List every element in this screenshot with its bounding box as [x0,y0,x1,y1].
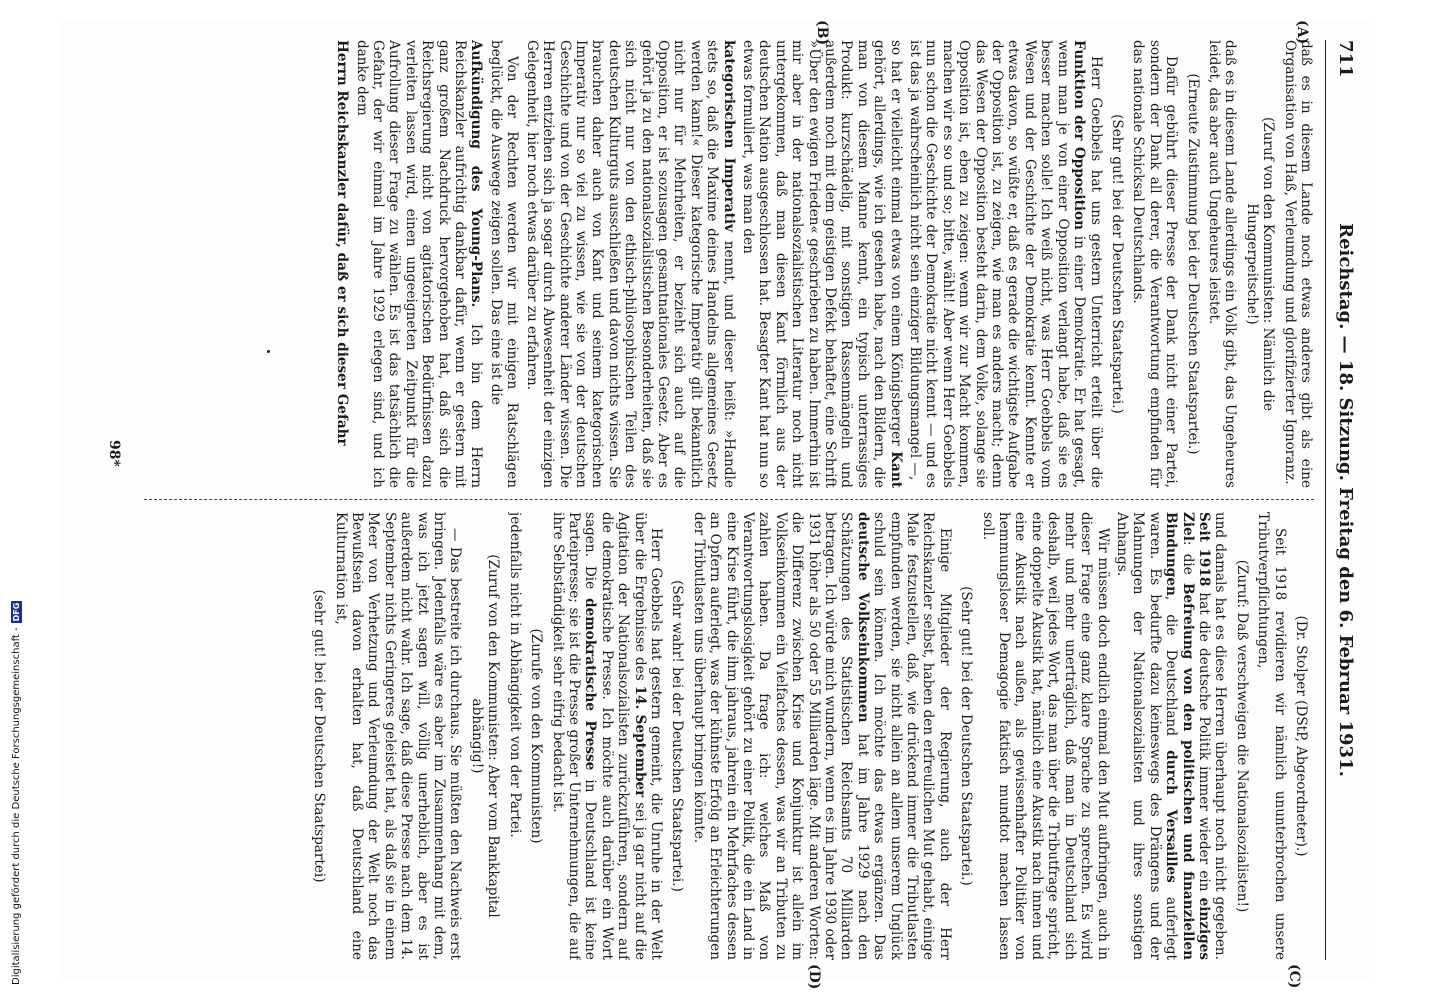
bold-text: Aufkündigung des Young-Plans. [468,40,485,308]
text-run: Herr Goebbels hat gestern gemeint, die Unruhe in der Welt über die Ergebnisse des [631,512,664,960]
interjection: (Sehr gut! bei der Deutschen Staatspartei.) [1108,114,1125,414]
paragraph [907,40,1104,488]
text-run: hat die deutsche Politik immer wieder ein [1195,586,1212,898]
interjection: (Zuruf: Daß verschweigen die Nationalsozialisten!) [1233,559,1250,913]
bold-text: Funktion der Opposition [1071,40,1088,230]
paragraph [740,40,904,488]
text-run: gehört, allerdings, wie ich gesehen habe, nach den Bildern, die man von diesem Manne kennt, ein typisch unterrassiges Produkt: kurzschädelig, mit sonstigen Rassenmängeln und außerdem noch mit dem geistigen Defekt behaftet, eine Schrift »Über den ewigen Frieden« geschrieben zu haben. Immerhin ist mir aber in der nationalsozialistischen Literatur noch nicht untergekommen, daß man diesen Kant förmlich aus der deutschen Nation ausgeschlossen hat. Besagter Kant hat nun so etwas formuliert, was man den [740,40,888,488]
bold-text: deutsche Volkseinkommen [854,512,871,723]
text-run: in einer Demokratie. Er hat gesagt, wenn man je von einer Opposition verlangt habe, daß sie es besser machen solle! Ich weiß nicht, was Herr Goebbels vom Wesen und der Geschichte der Demokratie kennt. Kennte er etwas davon, so wüßte er, daß es gerade die wichtigste Aufgabe der Opposition ist, zu zeigen, wie man es anders macht; denn das Wesen der Opposition besteht darin, dem Volke, solange sie Opposition ist, eben zu zeigen: wenn wir zur Macht kommen, machen wir es so und so; bitte, wählt! Aber wenn Herr Goebbels nun schon die Geschichte der Demokratie nicht kennt — und es ist das ja wahrscheinlich nicht sein einziger Bildungsmangel —, [907,40,1088,488]
paragraph [1114,512,1229,960]
margin-mark-a: (A) [1294,20,1310,45]
bold-text: demokratische Presse [582,598,599,771]
digitization-credit [11,601,22,985]
margin-mark-c: (C) [1286,964,1302,989]
bold-text: 14. September [631,685,648,798]
left-text-column [144,40,1314,488]
paragraph: daß es in diesem Lande noch etwas anderes gibt als eine Organisation von Haß, Verleumdung und glorifizierter Ignoranz. [1281,40,1314,488]
bold-text: Kant [887,451,904,488]
speck [267,350,270,353]
text-run: hat im Jahre 1929 nach den Schätzungen des Statistischen Reichsamts 70 Milliarden betragen. Ich würde mich wundern, wenn es im Jahre 1930 oder 1931 höher als 50 oder 55 Milliarden läge. Mit anderen Worten: die Differenz zwischen Krise und Konjunktur ist allein im Volkseinkommen ein Vielfaches dessen, was wir an Tributen zu zahlen haben. Da frage ich: welches Maß von Verantwortungslosigkeit gehört zu einer Politik, die ein Land in eine Krise führt, die ihm jahraus, jahrein ein Mehrfaches dessen an Opfern auferlegt, was der kühnste Erfolg an Erleichterungen der Tributlasten uns überhaupt bringen könnte. [690,512,871,960]
side-credit-strip [0,0,22,1000]
interjection: (Sehr gut! bei der Deutschen Staatspartei.) [958,586,975,886]
paragraph: Dafür gebührt dieser Presse der Dank nicht einer Partei, sondern der Dank all derer, die Verantwortung empfinden für das nationale Schicksal Deutschlands. [1130,40,1180,488]
text-run: , die Deutschland [1163,595,1180,751]
bold-text: einziges Ziel [1179,512,1212,960]
margin-mark-b: (B) [814,20,830,46]
paragraph [690,512,953,960]
text-run: und damals hat es diese Herren überhaupt noch nicht gegeben. [1212,512,1229,960]
dfg-logo: DFG [12,602,21,622]
column-divider [144,499,1314,500]
bold-text: Seit 1918 [1195,512,1212,587]
interjection: (Sehr wahr! bei der Deutschen Staatspartei.) [669,580,686,892]
bold-text: Herrn Reichskanzler dafür, daß er sich dieser Gefahr [334,40,351,446]
text-run: Ich bin dem Herrn Reichskanzler aufrichtig dankbar dafür, wenn er gestern mit ganz großem Nachdruck hervorgehoben hat, daß sich die Reichsregierung nicht von agitatorischen Bedürfnissen dazu verleiten lassen wird, einen ungeeigneten Zeitpunkt für die Aufrollung dieser Frage zu wählen. Es ist das tatsächlich die Gefahr, der wir einmal im Jahre 1929 erlegen sind, und ich danke dem [353,40,485,488]
text-run: nennt, und dieser heißt: »Handle stets so, daß die Maxime deines Handelns allgemeines Gesetz werden kann!« Dieser kategorische Imperativ gilt bekanntlich nicht nur für Mehrheiten, er bezieht sich auch auf die Opposition, er ist sozusagen gesamtnationales Gesetz. Aber es gehört ja zu den nationalsozialistischen Besonderheiten, daß sie sich nicht nur von den ethisch-philosophischen Teilen des deutschen Kulturguts ausschließen und davon nichts wissen. Sie brauchen daher auch von Kant und seinem kategorischen Imperativ nur so viel zu wissen, wie sie von der deutschen Geschichte und von der Geschichte anderer Länder wissen. Die Herren entziehen sich ja sogar durch Abwesenheit der einzigen Gelegenheit, hier noch etwas darüber zu erfahren. [523,40,737,488]
text-run: auferlegt waren. Es bedurfte dazu keineswegs des Drängens und der Mahnungen der Nationalsozialisten und ihres sonstigen Anhangs. [1113,512,1180,960]
paragraph [334,40,350,488]
bold-text: durch Versailles [1163,750,1180,883]
text-run: sei ja gar nicht auf die Agitation der Nationalsozialisten zurückzuführen, sondern auf die demokratische Presse. Ich möchte auch darüber ein Wort sagen. Die [582,512,648,960]
text-run: : die [1179,540,1196,583]
text-run: in Deutschland ist keine Parteipresse; sie ist die Presse großer Unternehmungen, die auf ihre Selbständigkeit sehr eifrig bedacht ist. [549,512,599,960]
paragraph [549,512,664,960]
speaker-line: (Dr. Stolper (DStP, Abgeordneter).) [1293,615,1309,857]
paragraph: Seit 1918 revidieren wir nämlich ununterbrochen unsere Tributverpflichtungen, [1255,512,1288,960]
text-run: Herr Goebbels hat uns gestern Unterricht erteilt über die [1087,56,1104,488]
interjection: (Zuruf von den Kommunisten: Aber vom Bankkapital abhängig!) [468,554,502,918]
credit-text: Digitalisierung gefördert durch die Deutsche Forschungsgemeinschaft - [11,627,22,985]
interjection: (Erneute Zustimmung bei der Deutschen Staatspartei.) [1184,73,1201,455]
paragraph: jedenfalls nicht in Abhängigkeit von der Partei. [506,512,523,838]
bold-text: Befreiung von den politischen und finanziellen Bindungen [1163,512,1196,960]
right-text-column [144,512,1314,960]
page-header [1332,40,1356,960]
interjection: (sehr gut! bei der Deutschen Staatspartei) [311,589,328,883]
paragraph [523,40,736,488]
scanned-page [60,20,1370,990]
text-run: Einige Mitglieder der Regierung, auch der Herr Reichskanzler selbst, haben den erfreulichen Mut gehabt, einige Male festzustellen, daß, wie drückend immer die Tributlasten empfunden werden, sie nicht allein an allem unserem Unglück schuld sein können. Ich möchte das etwas ergänzen. Das [871,512,953,960]
margin-mark-d: (D) [806,964,822,990]
text-run: so hat er vielleicht einmal etwas von einem Königsberger [887,40,904,452]
paragraph [353,40,484,488]
paragraph: Wir müssen doch endlich einmal den Mut aufbringen, auch in dieser Frage eine ganz klare Sprache zu sprechen. Es wird mehr und mehr unerträglich, daß man in Deutschland sich deshalb, weil jedes Wort, das man über die Tributfrage spricht, eine doppelte Akustik hat, nämlich eine Akustik nach innen und eine Akustik nach außen, als gewissenhafter Politiker von hemmungsloser Demagogie faktisch mundtot machen lassen soll. [979,512,1111,960]
paragraph: daß es in diesem Lande allerdings ein Volk gibt, das Ungeheures leidet, das aber auch Ungeheures leistet. [1205,40,1239,488]
paragraph: — Das bestreite ich durchaus. Sie müßten den Nachweis erst bringen. Jedenfalls wäre es aber im Zusammenhang mit dem, was ich jetzt sagen will, völlig unerheblich, aber es ist außerdem nicht wahr. Ich sage, daß diese Presse nach dem 14. September nichts Geringeres geleistet hat, als daß sie in einem Meer von Verhetzung und Verleumdung der Welt noch das Bewußtsein davon erhalten hat, daß Deutschland eine Kulturnation ist, [332,512,464,960]
interjection: (Zurufe von den Kommunisten) [528,628,545,844]
header-rule [1325,40,1326,960]
paragraph: Von der Rechten werden wir mit einigen Ratschlägen beglückt, die Auswege zeigen sollen. Das eine ist die [487,40,521,488]
signature-mark: 98* [106,440,122,467]
bold-text: kategorischen Imperativ [720,40,737,232]
interjection: (Zuruf von den Kommunisten: Nämlich die Hungerpeitsche!) [1243,117,1277,411]
running-head: Reichstag. — 18. Sitzung. Freitag den 6. Februar 1931. [1335,223,1356,777]
page-number: 711 [1335,40,1356,78]
